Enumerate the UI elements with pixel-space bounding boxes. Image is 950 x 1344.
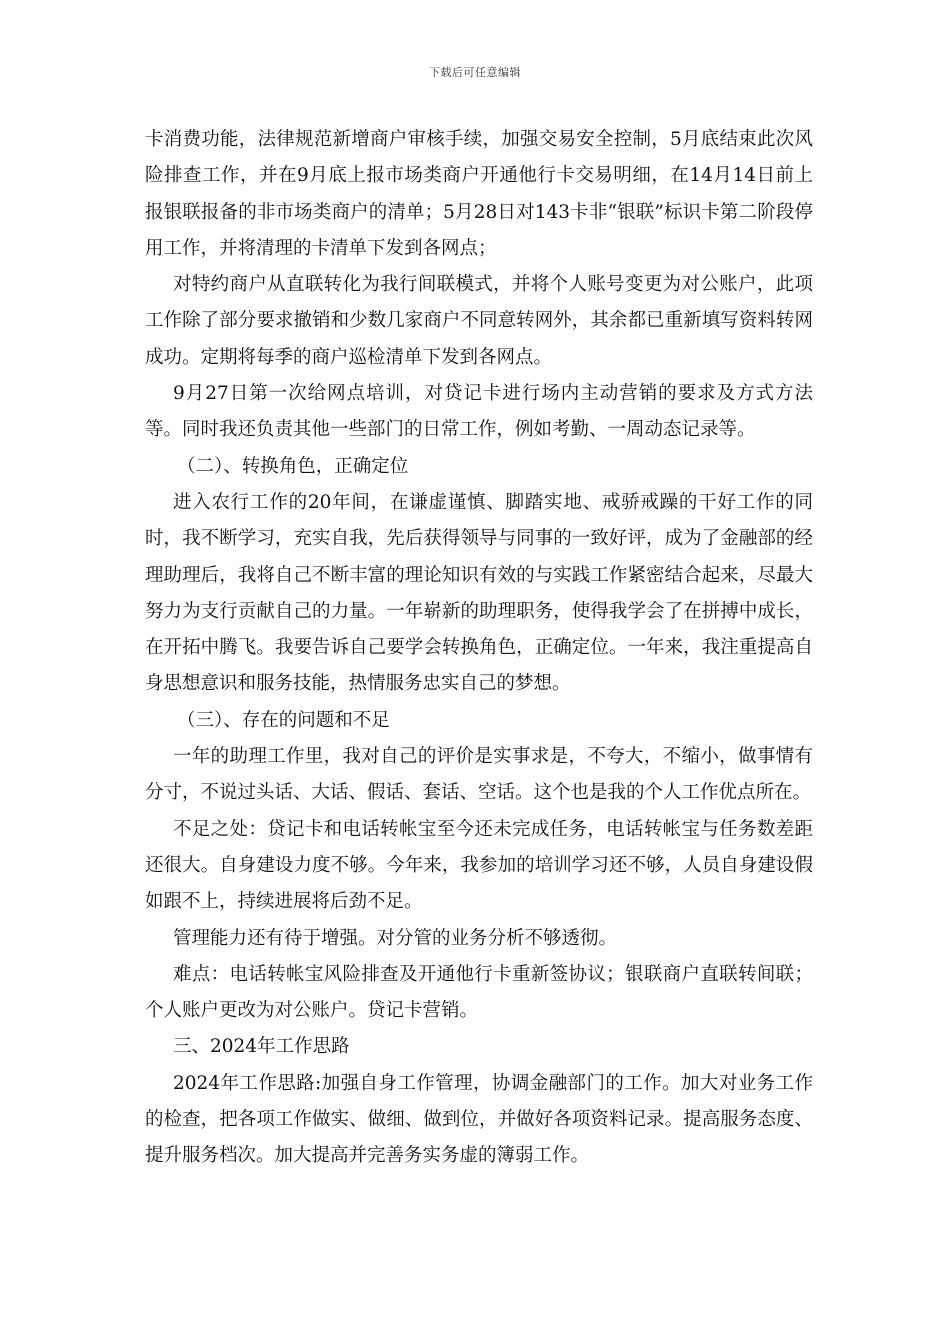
section-heading: （三）、存在的问题和不足 [177, 709, 390, 731]
document-body [145, 122, 813, 1175]
body-paragraph: 9月27日第一次给网点培训，对贷记卡进行场内主动营销的要求及方式方法等。同时我还负责其他一些部门的日常工作，例如考勤、一周动态记录等。 [145, 383, 813, 441]
body-paragraph: 2024年工作思路:加强自身工作管理，协调金融部门的工作。加大对业务工作的检查，把各项工作做实、做细、做到位，并做好各项资料记录。提高服务态度、提升服务档次。加大提高并完善务实务虚的簿弱工作。 [145, 1072, 813, 1167]
body-paragraph: 卡消费功能，法律规范新增商户审核手续，加强交易安全控制，5月底结束此次风险排查工作，并在9月底上报市场类商户开通他行卡交易明细，在14月14日前上报银联报备的非市场类商户的清单；5月28日对143卡非“银联”标识卡第二阶段停用工作，并将清理的卡清单下发到各网点； [145, 129, 813, 259]
page-header-note: 下载后可任意编辑 [429, 66, 521, 79]
body-paragraph: 不足之处：贷记卡和电话转帐宝至今还未完成任务，电话转帐宝与任务数差距还很大。自身建设力度不够。今年来，我参加的培训学习还不够，人员自身建设假如跟不上，持续进展将后劲不足。 [145, 818, 813, 913]
body-paragraph: 对特约商户从直联转化为我行间联模式，并将个人账号变更为对公账户，此项工作除了部分要求撤销和少数几家商户不同意转网外，其余都已重新填写资料转网成功。定期将每季的商户巡检清单下发到各网点。 [145, 274, 813, 368]
body-paragraph: 进入农行工作的20年间，在谦虚谨慎、脚踏实地、戒骄戒躁的干好工作的同时，我不断学习，充实自我，先后获得领导与同事的一致好评，成为了金融部的经理助理后，我将自己不断丰富的理论知识有效的与实践工作紧密结合起来，尽最大努力为支行贡献自己的力量。一年崭新的助理职务，使得我学会了在拼搏中成长，在开拓中腾飞。我要告诉自己要学会转换角色，正确定位。一年来，我注重提高自身思想意识和服务技能，热情服务忠实自己的梦想。 [145, 491, 813, 695]
section-heading: 三、2024年工作思路 [173, 1036, 350, 1058]
section-heading: （二）、转换角色，正确定位 [177, 455, 409, 477]
body-paragraph: 一年的助理工作里，我对自己的评价是实事求是，不夸大，不缩小，做事情有分寸，不说过头话、大话、假话、套话、空话。这个也是我的个人工作优点所在。 [145, 746, 813, 804]
body-paragraph: 难点：电话转帐宝风险排查及开通他行卡重新签协议；银联商户直联转间联；个人账户更改为对公账户。贷记卡营销。 [145, 963, 813, 1022]
body-paragraph: 管理能力还有待于增强。对分管的业务分析不够透彻。 [173, 927, 618, 949]
